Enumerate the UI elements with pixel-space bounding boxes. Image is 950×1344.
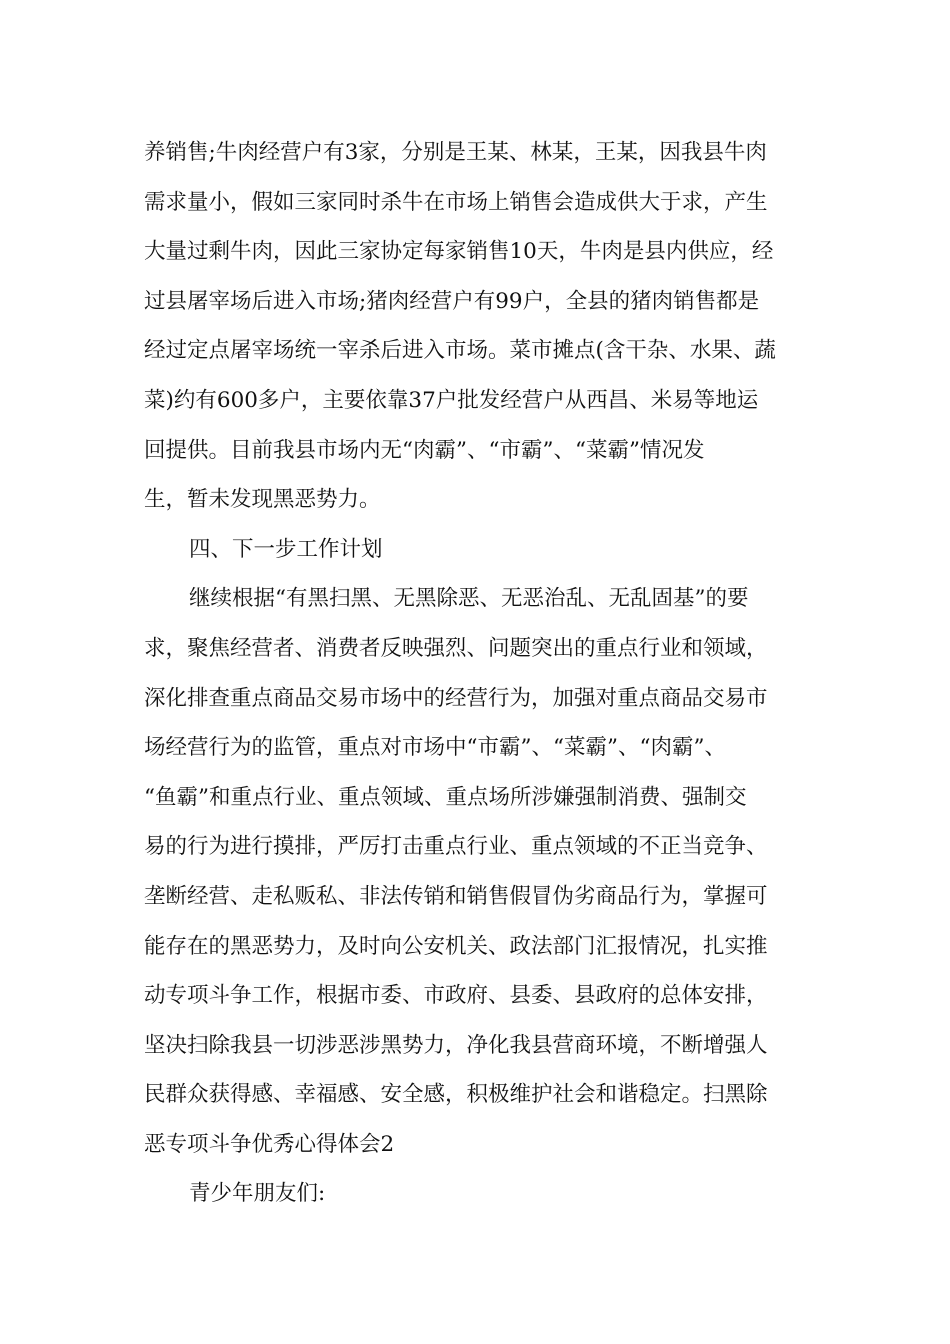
text-line: 继续根据“有黑扫黑、无黑除恶、无恶治乱、无乱固基”的要 <box>189 586 749 612</box>
text-line: 动专项斗争工作，根据市委、市政府、县委、县政府的总体安排， <box>144 983 768 1009</box>
text-line: 需求量小，假如三家同时杀牛在市场上销售会造成供大于求，产生 <box>144 189 768 215</box>
text-line: 养销售;牛肉经营户有3家，分别是王某、林某，王某，因我县牛肉 <box>144 140 767 165</box>
text-line: 能存在的黑恶势力，及时向公安机关、政法部门汇报情况，扎实推 <box>144 933 768 959</box>
text-line: “鱼霸”和重点行业、重点领域、重点场所涉嫌强制消费、强制交 <box>144 784 747 810</box>
text-line: 深化排查重点商品交易市场中的经营行为，加强对重点商品交易市 <box>144 685 768 711</box>
text-line: 易的行为进行摸排，严厉打击重点行业、重点领域的不正当竞争、 <box>144 834 768 860</box>
text-line: 回提供。目前我县市场内无“肉霸”、“市霸”、“菜霸”情况发 <box>144 437 705 463</box>
salutation-line: 青少年朋友们: <box>189 1181 326 1207</box>
document-body <box>144 128 834 1219</box>
text-line: 恶专项斗争优秀心得体会2 <box>144 1131 395 1157</box>
text-line: 大量过剩牛肉，因此三家协定每家销售10天，牛肉是县内供应，经 <box>144 239 774 265</box>
text-line: 生，暂未发现黑恶势力。 <box>144 487 381 513</box>
section-heading: 四、下一步工作计划 <box>189 536 383 562</box>
text-line: 菜)约有600多户，主要依靠37户批发经营户从西昌、米易等地运 <box>144 387 759 413</box>
text-line: 民群众获得感、幸福感、安全感，积极维护社会和谐稳定。扫黑除 <box>144 1082 768 1108</box>
text-line: 场经营行为的监管，重点对市场中“市霸”、“菜霸”、“肉霸”、 <box>144 735 726 761</box>
text-line: 垄断经营、走私贩私、非法传销和销售假冒伪劣商品行为，掌握可 <box>144 883 768 909</box>
text-line: 经过定点屠宰场统一宰杀后进入市场。菜市摊点(含干杂、水果、蔬 <box>144 338 776 364</box>
text-line: 坚决扫除我县一切涉恶涉黑势力，净化我县营商环境，不断增强人 <box>144 1032 768 1058</box>
text-line: 过县屠宰场后进入市场;猪肉经营户有99户，全县的猪肉销售都是 <box>144 288 760 314</box>
text-line: 求，聚焦经营者、消费者反映强烈、问题突出的重点行业和领域， <box>144 635 768 661</box>
